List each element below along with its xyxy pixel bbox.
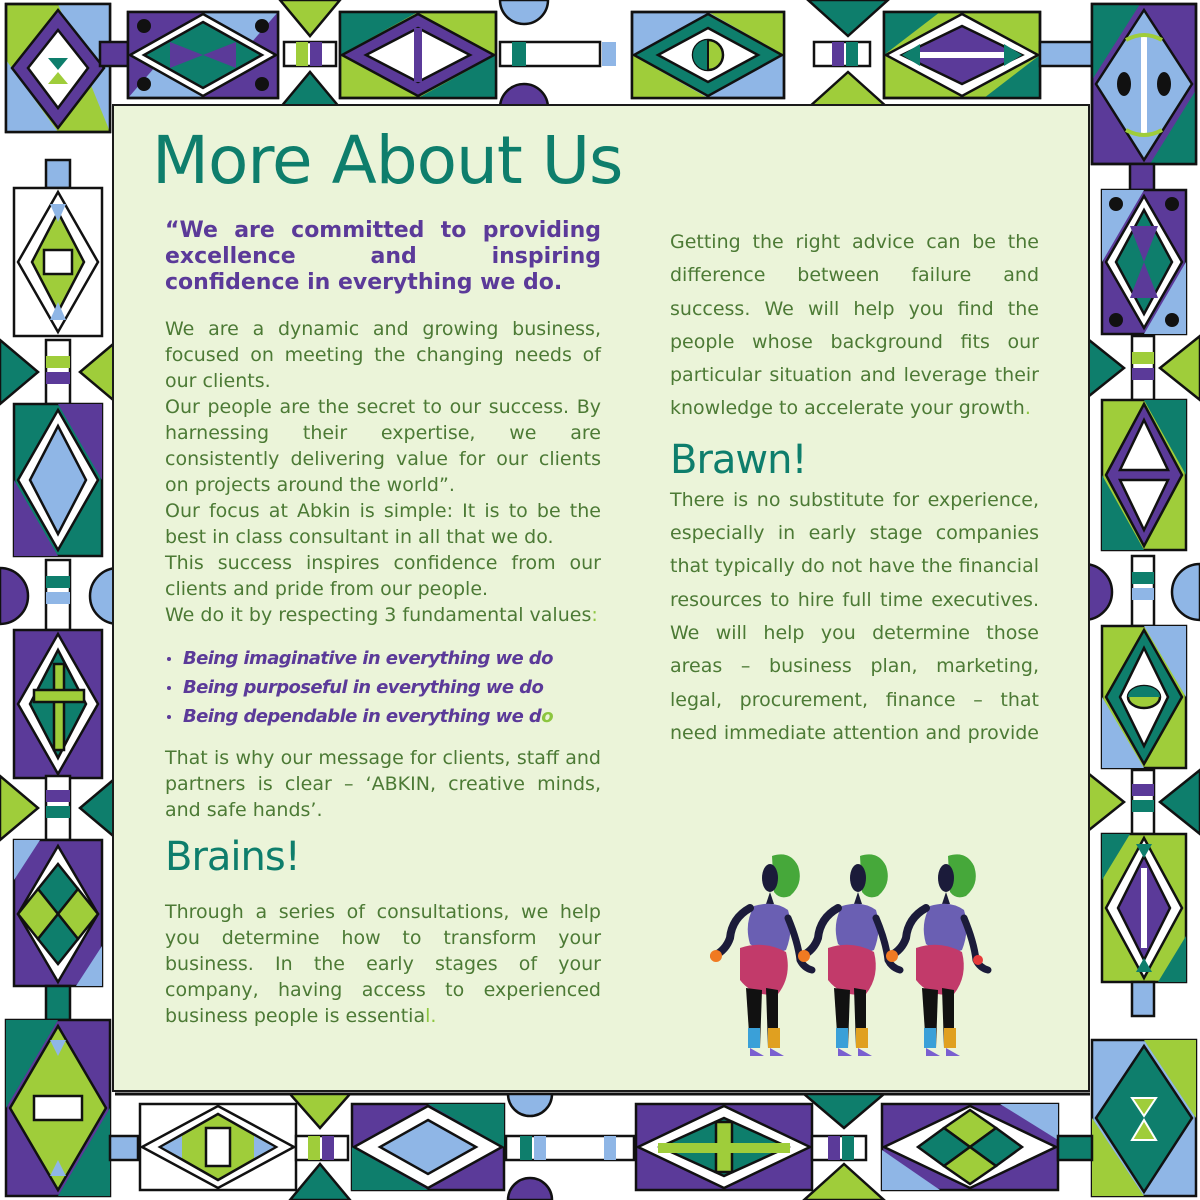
- value-accent: o: [541, 706, 553, 727]
- value-text: Being dependable in everything we d: [183, 706, 542, 727]
- list-item: [165, 673, 601, 702]
- list-item: [165, 702, 601, 731]
- brains-accent: l.: [425, 1005, 437, 1027]
- paragraph-values-intro: [165, 602, 601, 628]
- left-column: [165, 316, 601, 1029]
- brawn-paragraph: [670, 484, 1039, 750]
- brains-heading: Brains!: [165, 834, 300, 880]
- values-list: [165, 644, 601, 731]
- three-african-dancers-illustration-icon: [710, 848, 1000, 1078]
- paragraph-our-people: Our people are the secret to our success. By harnessing their expertise, we are consistently delivering value for our clients on projects around the world”.: [165, 396, 601, 496]
- right-column: [670, 226, 1039, 750]
- bullet-icon: [167, 715, 171, 719]
- list-item: [165, 644, 601, 673]
- values-intro-text: We do it by respecting 3 fundamental values: [165, 604, 592, 626]
- advice-paragraph: [670, 226, 1039, 426]
- brains-text: Through a series of consultations, we help you determine how to transform your business. In the early stages of your company, having access to experienced business people is essentia: [165, 901, 601, 1027]
- bullet-icon: [167, 657, 171, 661]
- paragraph-dynamic-business: We are a dynamic and growing business, focused on meeting the changing needs of our clients.: [165, 318, 601, 392]
- value-text: Being purposeful in everything we do: [183, 677, 544, 698]
- bullet-icon: [167, 686, 171, 690]
- brawn-heading: Brawn!: [670, 436, 807, 483]
- closing-paragraph: [165, 745, 601, 823]
- brawn-text: There is no substitute for experience, especially in early stage companies that typically do not have the financial resources to hire full time executives. We will help you determine those areas – business plan, marketing, legal, procurement, finance – that need immediate attention and provide: [670, 488, 1039, 744]
- advice-accent: .: [1024, 397, 1031, 420]
- intro-paragraph: [165, 316, 601, 628]
- advice-text: Getting the right advice can be the difference between failure and success. We will help you find the people whose background fits our particular situation and leverage their knowledge to accelerate your growth: [670, 231, 1039, 420]
- paragraph-our-focus: Our focus at Abkin is simple: It is to be the best in class consultant in all that we do.: [165, 500, 601, 548]
- mission-quote: “We are committed to providing excellence and inspiring confidence in everything we do.: [165, 218, 601, 295]
- brains-paragraph: [165, 899, 601, 1029]
- paragraph-confidence: This success inspires confidence from our clients and pride from our people.: [165, 552, 601, 600]
- page-title: More About Us: [152, 122, 623, 199]
- closing-text: That is why our message for clients, staff and partners is clear – ‘ABKIN, creative minds, and safe hands’.: [165, 747, 601, 821]
- value-text: Being imaginative in everything we do: [183, 648, 553, 669]
- values-colon: :: [591, 604, 598, 626]
